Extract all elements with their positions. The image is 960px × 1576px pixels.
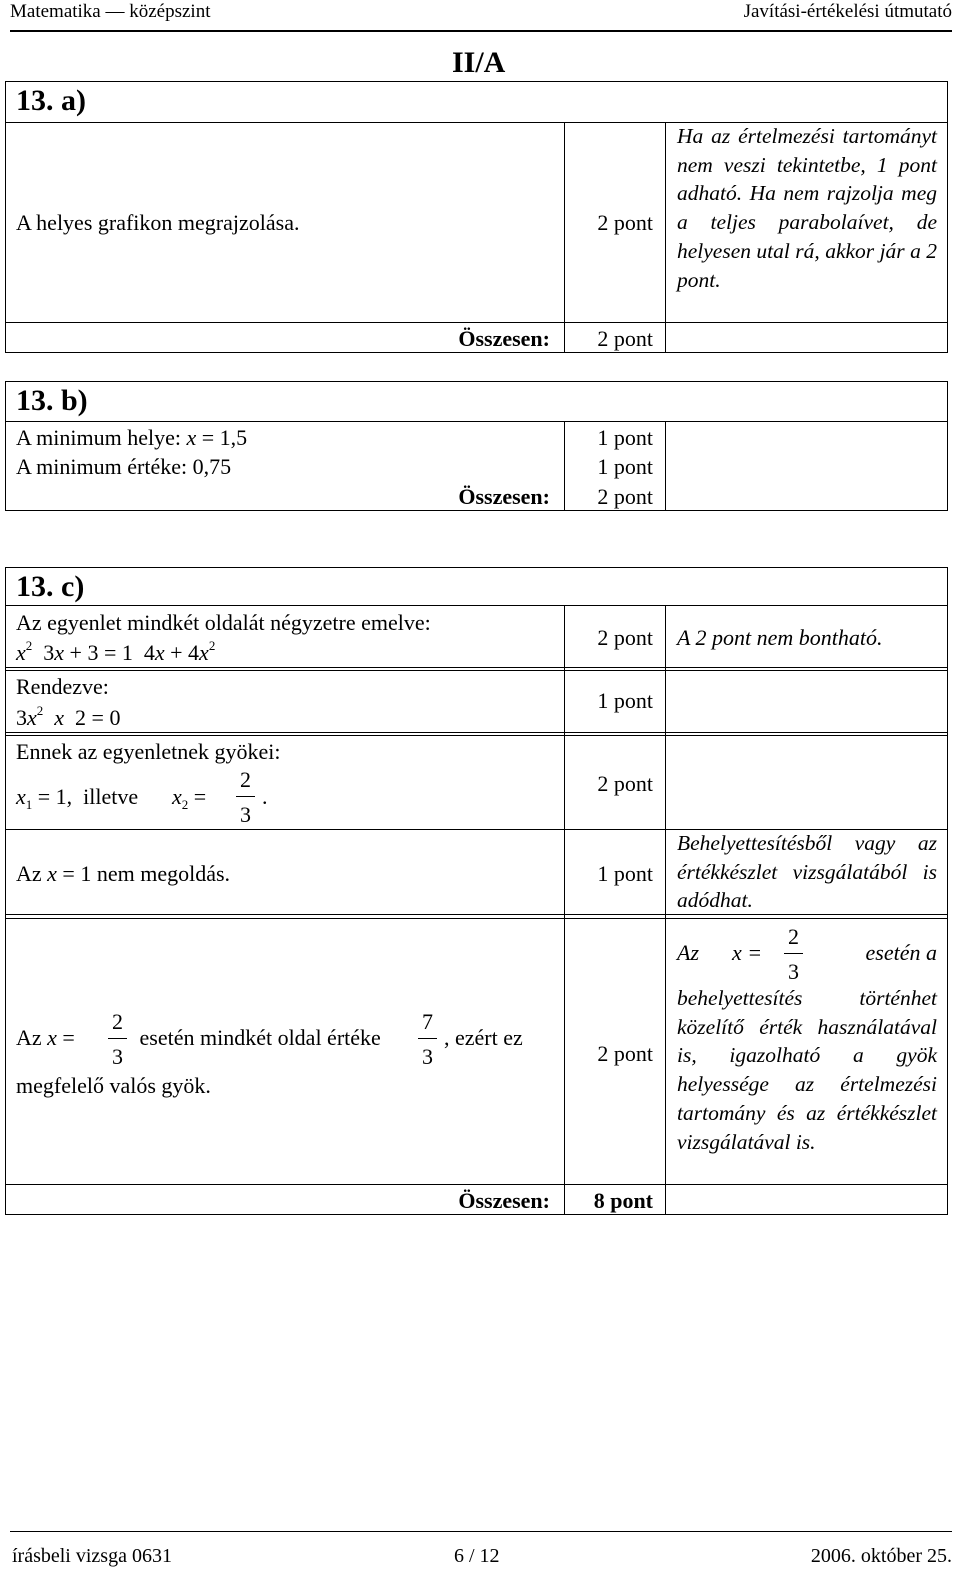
header-left: Matematika — középszint [10, 1, 211, 22]
task-c-step4-points: 1 pont [597, 861, 653, 886]
task-c-total-label: Összesen: [458, 1188, 550, 1213]
task-c-step5-note-fraction: 2 3 [784, 926, 803, 983]
task-c-step1-text: Az egyenlet mindkét oldalát négyzetre emelve: [16, 610, 431, 635]
task-c-step4-note: Behelyettesítésből vagy az értékkészlet vizsgálatából is adódhat. [677, 831, 937, 913]
task-c-step3-points: 2 pont [597, 771, 653, 796]
task-c-step1-points: 2 pont [597, 625, 653, 650]
task-c-step3-fraction: 2 3 [236, 769, 255, 826]
task-a-total-label: Összesen: [458, 326, 550, 351]
task-b-min-place-points: 1 pont [597, 425, 653, 450]
task-a-row-text: A helyes grafikon megrajzolása. [16, 210, 300, 235]
header-rule [10, 30, 952, 32]
task-b-min-value: A minimum értéke: 0,75 [16, 454, 232, 479]
task-c-step5-line1-start: Az x = [16, 1025, 86, 1050]
task-c-step3-dot: . [262, 784, 268, 809]
task-c-step1-note: A 2 pont nem bontható. [677, 625, 883, 650]
task-b-min-value-points: 1 pont [597, 454, 653, 479]
task-b-total-points: 2 pont [597, 484, 653, 509]
task-c-step5-note-eq: x = [732, 940, 774, 965]
task-b-total-label: Összesen: [458, 484, 550, 509]
task-c-step4-text: Az x = 1 nem megoldás. [16, 861, 231, 886]
task-c-step5-note-prefix: Az [677, 940, 699, 965]
footer-left: írásbeli vizsga 0631 [12, 1545, 172, 1567]
header-right: Javítási-értékelési útmutató [743, 1, 952, 22]
task-c-step3-text: Ennek az egyenletnek gyökei: [16, 739, 281, 764]
task-c-total-points: 8 pont [593, 1188, 653, 1213]
task-a-label: 13. a) [16, 84, 86, 117]
task-b-label: 13. b) [16, 384, 88, 417]
task-a-row-points: 2 pont [597, 210, 653, 235]
task-c-step3-root2: $x_2$ = [172, 784, 218, 812]
task-c-step5-note-suffix: esetén a [865, 940, 937, 965]
task-c-step2-points: 1 pont [597, 688, 653, 713]
task-c-step5-fraction: 2 3 [108, 1011, 127, 1068]
task-c-step1-equation: $x^2$ 3x + 3 = 1 $4x + 4x^2$ [16, 638, 216, 665]
task-c-step2-equation: $3x^2$ x 2 = 0 [16, 703, 121, 730]
section-title: II/A [452, 46, 506, 79]
task-c-step5-line1-mid: esetén mindkét oldal értéke [134, 1025, 387, 1050]
task-a-note: Ha az értelmezési tartományt nem veszi tekintetbe, 1 pont adható. Ha nem rajzolja meg a teljes parabolaívet, de helyesen utal rá, akkor jár a 2 pont. [677, 124, 937, 292]
task-c-step5-fraction2: 7 3 [418, 1011, 437, 1068]
footer-center: 6 / 12 [454, 1545, 500, 1567]
task-c-step3-root1: $x_1 = 1$, illetve [16, 784, 139, 812]
task-c-step5-points: 2 pont [597, 1041, 653, 1066]
footer-rule [10, 1531, 952, 1532]
task-c-step5-line2: megfelelő valós gyök. [16, 1073, 211, 1098]
task-a-total-points: 2 pont [597, 326, 653, 351]
task-c-label: 13. c) [16, 570, 85, 603]
footer-right: 2006. október 25. [810, 1545, 952, 1567]
task-c-step2-text: Rendezve: [16, 674, 109, 699]
task-b-min-place: A minimum helye: x = 1,5 [16, 425, 248, 450]
task-c-step5-note: behelyettesítés történhet közelítő érték használatával is, igazolható a gyök helyessége az értelmezési tartomány és az értékkészlet vizsgálatával is. [677, 986, 937, 1154]
task-c-step5-line1-end: , ezért ez [444, 1025, 523, 1050]
